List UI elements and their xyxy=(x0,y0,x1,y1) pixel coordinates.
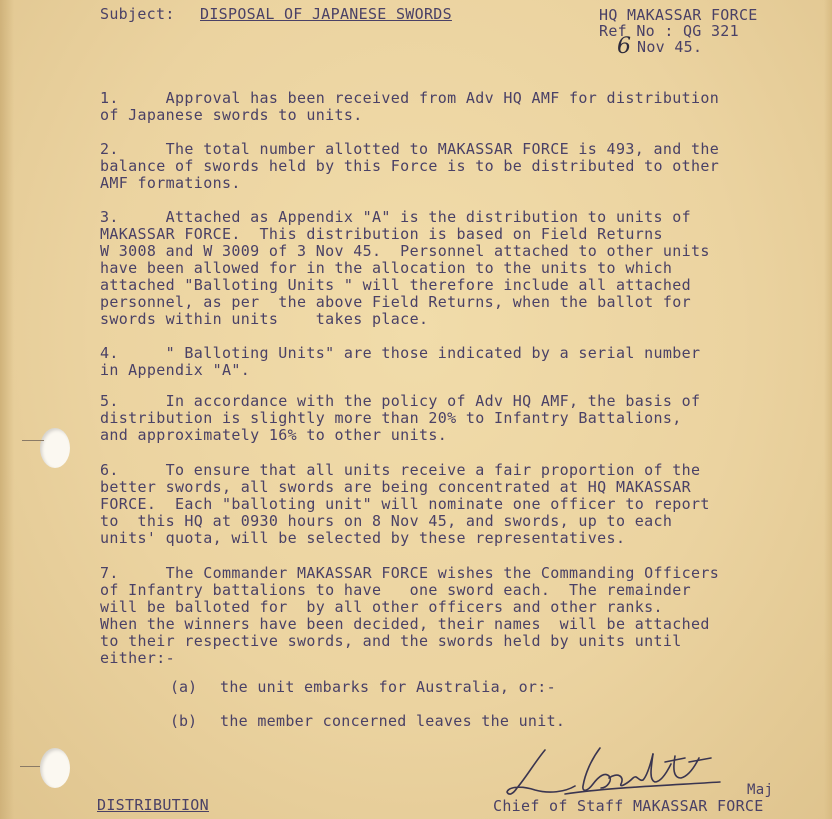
paragraph-line: When the winners have been decided, their names will be attached xyxy=(100,615,710,633)
paragraph-line: attached "Balloting Units " will therefore include all attached xyxy=(100,276,691,294)
paragraph-line: in Appendix "A". xyxy=(100,361,251,379)
paragraph-line: to their respective swords, and the swords held by units until xyxy=(100,632,682,650)
paragraph-line: swords within units takes place. xyxy=(100,310,429,328)
subject-title: DISPOSAL OF JAPANESE SWORDS xyxy=(200,5,452,23)
paragraph-line: W 3008 and W 3009 of 3 Nov 45. Personnel attached to other units xyxy=(100,242,710,260)
paragraph-5 xyxy=(100,393,780,444)
paragraph-6 xyxy=(100,462,780,547)
paragraph-3 xyxy=(100,209,780,328)
rank-label: Maj xyxy=(747,782,774,798)
date-month-year: Nov 45. xyxy=(637,38,703,56)
paragraph-line: better swords, all swords are being concentrated at HQ MAKASSAR xyxy=(100,478,691,496)
paragraph-line: of Infantry battalions to have one sword each. The remainder xyxy=(100,581,691,599)
margin-mark xyxy=(22,440,44,441)
paragraph-line: distribution is slightly more than 20% to Infantry Battalions, xyxy=(100,409,682,427)
page-left-edge xyxy=(0,0,14,819)
paragraph-line: 4. " Balloting Units" are those indicated by a serial number xyxy=(100,344,701,362)
paragraph-1 xyxy=(100,90,780,124)
paragraph-line: 5. In accordance with the policy of Adv HQ AMF, the basis of xyxy=(100,392,701,410)
paragraph-line: units' quota, will be selected by these representatives. xyxy=(100,529,626,547)
paragraph-line: 1. Approval has been received from Adv HQ AMF for distribution xyxy=(100,89,720,107)
paragraph-line: either:- xyxy=(100,649,176,667)
paragraph-line: will be balloted for by all other officers and other ranks. xyxy=(100,598,663,616)
paragraph-4 xyxy=(100,345,780,379)
sub-item-label: (a) xyxy=(170,678,198,696)
subject-label: Subject: xyxy=(100,5,175,23)
paragraph-7 xyxy=(100,565,780,667)
paragraph-line: FORCE. Each "balloting unit" will nominate one officer to report xyxy=(100,495,710,513)
paragraph-line: 3. Attached as Appendix "A" is the distribution to units of xyxy=(100,208,691,226)
punch-hole-upper xyxy=(40,428,70,468)
paragraph-line: MAKASSAR FORCE. This distribution is based on Field Returns xyxy=(100,225,663,243)
sub-item-text: the member concerned leaves the unit. xyxy=(220,712,566,730)
signatory-title: Chief of Staff MAKASSAR FORCE xyxy=(493,797,764,815)
paragraph-line: 7. The Commander MAKASSAR FORCE wishes the Commanding Officers xyxy=(100,564,720,582)
paragraph-line: of Japanese swords to units. xyxy=(100,106,363,124)
margin-mark xyxy=(20,766,40,767)
sub-item-label: (b) xyxy=(170,712,198,730)
paragraph-line: and approximately 16% to other units. xyxy=(100,426,448,444)
paragraph-line: 2. The total number allotted to MAKASSAR FORCE is 493, and the xyxy=(100,140,720,158)
paragraph-line: 6. To ensure that all units receive a fair proportion of the xyxy=(100,461,701,479)
reference-number: Ref No : QG 321 xyxy=(599,22,739,40)
punch-hole-lower xyxy=(40,748,70,788)
paragraph-line: balance of swords held by this Force is to be distributed to other xyxy=(100,157,720,175)
paragraph-line: AMF formations. xyxy=(100,174,241,192)
distribution-heading: DISTRIBUTION xyxy=(97,796,209,814)
sub-item-text: the unit embarks for Australia, or:- xyxy=(220,678,556,696)
page-right-edge xyxy=(824,0,832,819)
handwritten-date-day: 6 xyxy=(617,34,631,59)
paragraph-line: personnel, as per the above Field Returns, when the ballot for xyxy=(100,293,691,311)
handwritten-signature xyxy=(505,742,730,800)
paragraph-2 xyxy=(100,141,780,192)
paragraph-line: have been allowed for in the allocation to the units to which xyxy=(100,259,673,277)
paragraph-line: to this HQ at 0930 hours on 8 Nov 45, and swords, up to each xyxy=(100,512,673,530)
hq-name: HQ MAKASSAR FORCE xyxy=(599,6,758,24)
